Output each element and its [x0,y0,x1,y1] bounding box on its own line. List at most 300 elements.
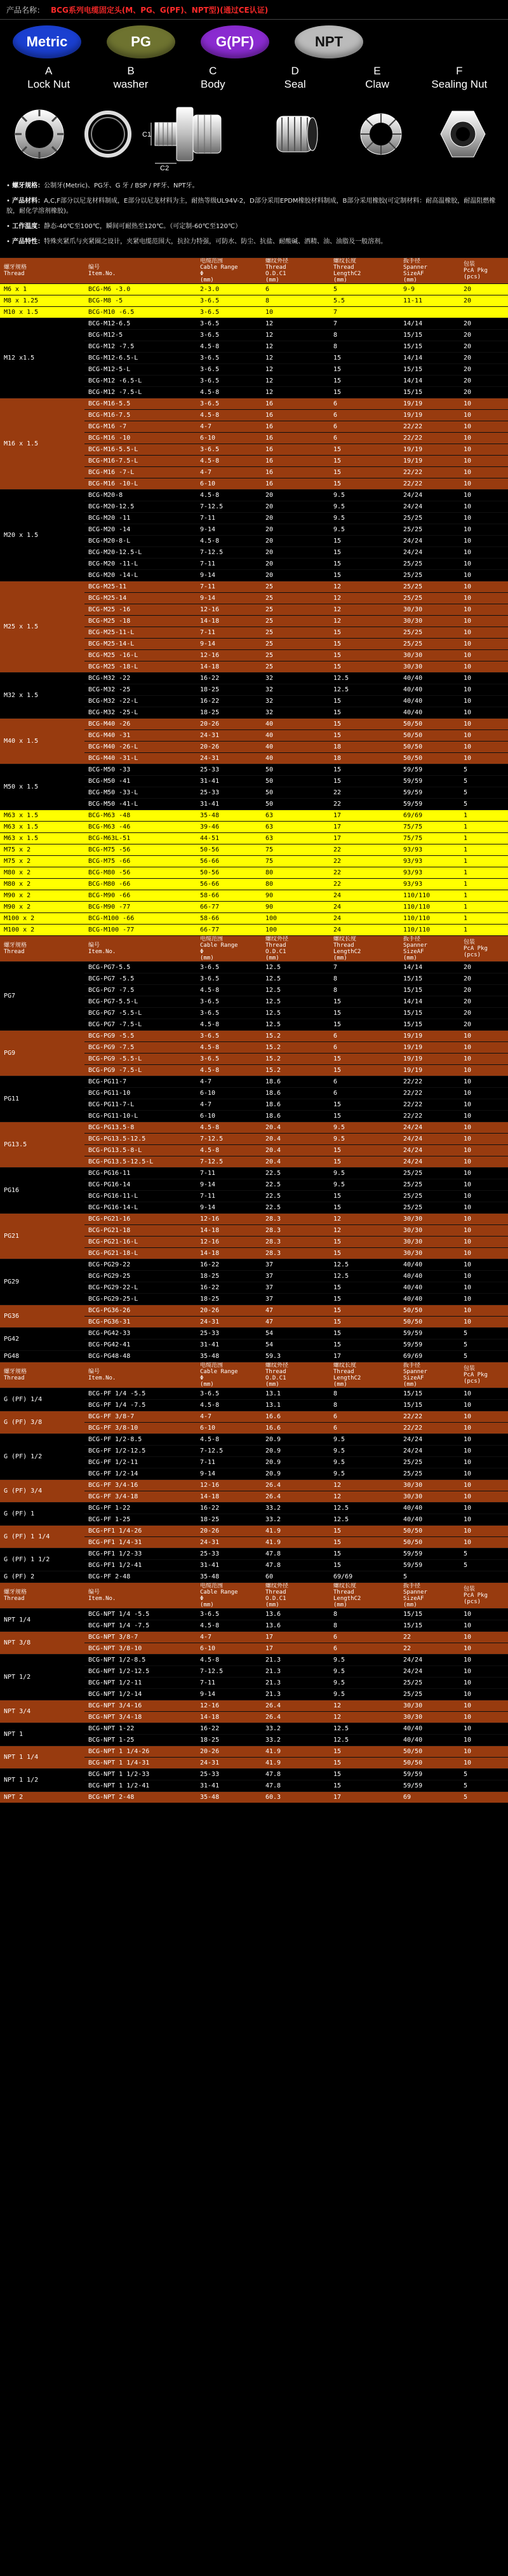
item-no-cell: BCG-PG13.5-8-L [84,1145,196,1156]
thread-od-cell: 47 [262,1317,330,1328]
thread-od-cell: 16 [262,456,330,467]
spanner-size-cell: 50/50 [399,1746,460,1758]
thread-length-cell: 8 [330,1620,399,1632]
pack-qty-cell: 10 [460,730,508,742]
thread-od-cell: 12.5 [262,996,330,1008]
thread-length-cell: 9.5 [330,1168,399,1179]
table-row [0,1571,508,1583]
cable-range-cell: 3-6.5 [196,318,262,330]
part-b-label [90,64,171,96]
table-row [0,1076,508,1088]
thread-length-cell: 12.5 [330,1259,399,1271]
table-row [0,1609,508,1620]
spanner-size-cell: 15/15 [399,1609,460,1620]
pack-qty-cell: 10 [460,616,508,627]
part-name: washer [113,78,149,90]
thread-od-cell: 22.5 [262,1179,330,1191]
cable-range-cell: 12-16 [196,650,262,661]
thread-length-cell: 9.5 [330,1179,399,1191]
thread-cell: M75 x 2 [0,844,84,856]
item-no-cell: BCG-PF 1/4 -5.5 [84,1388,196,1400]
item-no-cell: BCG-NPT 1/2-11 [84,1678,196,1689]
item-no-cell: BCG-PG11-10 [84,1088,196,1099]
thread-od-cell: 20 [262,490,330,501]
thread-od-cell: 21.3 [262,1689,330,1700]
spanner-size-cell: 40/40 [399,673,460,684]
spanner-size-cell: 30/30 [399,1480,460,1491]
table-row [0,1769,508,1780]
thread-od-cell: 50 [262,787,330,799]
table-header-row [0,1362,508,1388]
table-row [0,1746,508,1758]
spec-features: • 产品特性：特殊夹紧爪与夹紧圈之设计，夹紧电缆范围大，抗拉力特强，可防水、防尘、抗盐、耐酸碱、酒精、油、油脂及一般溶剂。 [6,238,387,245]
spanner-size-cell: 40/40 [399,1282,460,1294]
thread-length-cell: 18 [330,753,399,764]
cable-range-cell: 3-6.5 [196,973,262,985]
thread-od-cell: 75 [262,844,330,856]
pack-qty-cell: 10 [460,398,508,410]
cable-range-cell: 7-12.5 [196,1446,262,1457]
pack-qty-cell: 10 [460,456,508,467]
cable-range-cell: 4.5-8 [196,1122,262,1134]
item-no-cell: BCG-M16-5.5 [84,398,196,410]
thread-od-cell: 37 [262,1259,330,1271]
item-no-cell: BCG-M12 -7.5-L [84,387,196,398]
cable-range-cell: 7-11 [196,513,262,524]
thread-length-cell: 8 [330,1388,399,1400]
item-no-cell: BCG-M16 -7-L [84,467,196,478]
thread-od-cell: 18.6 [262,1076,330,1088]
spanner-size-header: 扳手径 Spanner SizeAF (mm) [399,936,460,962]
item-no-cell: BCG-M32 -22-L [84,696,196,707]
thread-od-cell: 12 [262,341,330,353]
pack-qty-cell: 10 [460,1042,508,1054]
thread-length-cell: 15 [330,1549,399,1560]
item-no-cell: BCG-M25-11-L [84,627,196,639]
thread-od-cell: 54 [262,1339,330,1351]
spanner-size-cell: 25/25 [399,1202,460,1214]
cable-range-cell: 24-31 [196,753,262,764]
spanner-size-cell: 93/93 [399,844,460,856]
thread-od-cell: 100 [262,913,330,925]
spec-key: 产品材料： [12,198,44,205]
thread-cell: M80 x 2 [0,879,84,890]
cable-range-cell: 20-26 [196,1746,262,1758]
pack-qty-cell: 10 [460,1700,508,1712]
item-no-cell: BCG-M20-12.5 [84,501,196,513]
thread-length-cell: 15 [330,536,399,547]
pack-qty-cell: 5 [460,764,508,776]
pack-qty-header: 包装 PcA Pkg (pcs) [460,1362,508,1388]
item-no-cell: BCG-M90 -66 [84,890,196,902]
cable-range-cell: 3-6.5 [196,444,262,456]
item-no-cell: BCG-M50 -41 [84,776,196,787]
thread-length-cell: 15 [330,627,399,639]
spanner-size-cell: 30/30 [399,661,460,673]
item-no-cell: BCG-NPT 2-48 [84,1792,196,1803]
item-no-cell: BCG-PG11-10-L [84,1111,196,1122]
pack-qty-cell: 10 [460,1145,508,1156]
c1-dimension: C1 [142,131,152,139]
table-row [0,1792,508,1803]
part-letter: C [209,65,217,77]
thread-length-cell: 15 [330,1746,399,1758]
pack-qty-cell: 10 [460,684,508,696]
thread-cell: M32 x 1.5 [0,673,84,719]
thread-length-cell: 18 [330,742,399,753]
item-no-cell: BCG-PG7 -5.5 [84,973,196,985]
thread-length-cell: 15 [330,1537,399,1549]
spanner-size-cell: 22/22 [399,421,460,433]
spanner-size-cell: 19/19 [399,456,460,467]
spanner-size-cell: 19/19 [399,398,460,410]
pack-qty-cell: 10 [460,639,508,650]
cable-range-cell: 16-22 [196,1259,262,1271]
item-no-cell: BCG-PG7-5.5-L [84,996,196,1008]
item-no-cell: BCG-NPT 1/2-12.5 [84,1666,196,1678]
table-row [0,879,508,890]
item-no-cell: BCG-PG7 -5.5-L [84,1008,196,1019]
cable-range-cell: 31-41 [196,1560,262,1571]
thread-od-cell: 12.5 [262,985,330,996]
table-row [0,1434,508,1446]
pack-qty-cell: 10 [460,1076,508,1088]
thread-od-cell: 37 [262,1282,330,1294]
thread-cell: PG13.5 [0,1122,84,1168]
thread-od-cell: 33.2 [262,1723,330,1735]
item-no-cell: BCG-PG29-22-L [84,1282,196,1294]
pack-qty-cell: 20 [460,973,508,985]
spanner-size-cell: 59/59 [399,787,460,799]
table-row [0,673,508,684]
pack-qty-cell: 10 [460,1514,508,1526]
cable-range-cell: 66-77 [196,902,262,913]
cable-range-cell: 58-66 [196,913,262,925]
thread-length-cell: 17 [330,1351,399,1362]
thread-header: 螺牙规格 Thread [0,1583,84,1609]
cable-range-cell: 9-14 [196,570,262,581]
pack-qty-cell: 10 [460,513,508,524]
thread-od-cell: 63 [262,810,330,822]
cable-range-cell: 7-11 [196,627,262,639]
spanner-size-cell: 19/19 [399,1042,460,1054]
thread-length-cell: 15 [330,1248,399,1259]
thread-length-header: 螺纹长度 Thread LengthC2 (mm) [330,258,399,284]
spanner-size-cell: 30/30 [399,1214,460,1225]
thread-od-cell: 28.3 [262,1225,330,1237]
pack-qty-cell: 10 [460,524,508,536]
cable-range-cell: 35-48 [196,1792,262,1803]
cable-range-cell: 39-46 [196,822,262,833]
spanner-size-cell: 110/110 [399,890,460,902]
cable-range-cell: 16-22 [196,1503,262,1514]
thread-od-cell: 20.4 [262,1122,330,1134]
thread-od-cell: 90 [262,890,330,902]
spanner-size-cell: 59/59 [399,764,460,776]
thread-od-cell: 16 [262,444,330,456]
thread-length-cell: 15 [330,559,399,570]
thread-length-cell: 15 [330,776,399,787]
item-no-cell: BCG-M6 -3.0 [84,284,196,295]
thread-length-cell: 8 [330,973,399,985]
pack-qty-cell: 10 [460,570,508,581]
thread-cell: NPT 1/4 [0,1609,84,1632]
item-no-header: 编号 Item.No. [84,936,196,962]
spanner-size-cell: 24/24 [399,1145,460,1156]
thread-length-cell: 15 [330,661,399,673]
table-row [0,1723,508,1735]
spanner-size-cell: 50/50 [399,742,460,753]
cable-range-cell: 3-6.5 [196,1054,262,1065]
thread-length-cell: 22 [330,879,399,890]
cable-range-cell: 6-10 [196,433,262,444]
pack-qty-cell: 10 [460,1099,508,1111]
spanner-size-cell: 14/14 [399,996,460,1008]
pack-qty-cell: 10 [460,1259,508,1271]
table-row [0,962,508,973]
item-no-cell: BCG-NPT 1/2-8.5 [84,1655,196,1666]
cable-range-cell: 14-18 [196,1248,262,1259]
spanner-size-cell: 22 [399,1632,460,1643]
thread-od-cell: 47.8 [262,1560,330,1571]
cable-range-cell: 3-6.5 [196,364,262,376]
pack-qty-cell: 10 [460,467,508,478]
spanner-size-cell: 25/25 [399,1468,460,1480]
thread-od-cell: 16 [262,478,330,490]
item-no-cell: BCG-PG11-7-L [84,1099,196,1111]
thread-od-cell: 50 [262,776,330,787]
thread-cell: M10 x 1.5 [0,307,84,318]
cable-range-cell: 12-16 [196,1480,262,1491]
thread-length-cell: 9.5 [330,1468,399,1480]
pack-qty-cell: 20 [460,996,508,1008]
spanner-size-cell: 24/24 [399,547,460,559]
item-no-cell: BCG-PF1 1/4-26 [84,1526,196,1537]
table-row [0,856,508,867]
thread-od-cell: 16 [262,398,330,410]
spanner-size-cell: 50/50 [399,1537,460,1549]
spanner-size-cell: 24/24 [399,490,460,501]
thread-header: 螺牙规格 Thread [0,258,84,284]
pack-qty-header: 包装 PcA Pkg (pcs) [460,936,508,962]
cable-range-cell: 7-11 [196,581,262,593]
item-no-cell: BCG-M16-7.5-L [84,456,196,467]
cable-range-cell: 25-33 [196,1328,262,1339]
table-row [0,307,508,318]
thread-length-cell: 22 [330,844,399,856]
thread-length-header: 螺纹长度 Thread LengthC2 (mm) [330,1583,399,1609]
thread-cell: NPT 1 1/4 [0,1746,84,1769]
item-no-cell: BCG-PF 1/4 -7.5 [84,1400,196,1411]
cable-range-cell: 3-6.5 [196,353,262,364]
cable-range-cell: 31-41 [196,799,262,810]
spanner-size-cell: 25/25 [399,627,460,639]
thread-od-cell: 47.8 [262,1780,330,1792]
component-drawing [0,96,508,172]
thread-cell: M6 x 1 [0,284,84,295]
cable-range-cell: 4.5-8 [196,1145,262,1156]
pack-qty-cell: 5 [460,799,508,810]
thread-length-cell: 12.5 [330,1723,399,1735]
item-no-cell: BCG-M25 -18 [84,616,196,627]
cable-range-cell: 66-77 [196,925,262,936]
cable-range-cell: 6-10 [196,1423,262,1434]
thread-od-cell: 20 [262,559,330,570]
thread-length-cell: 12 [330,1214,399,1225]
thread-od-cell: 40 [262,719,330,730]
thread-length-cell: 6 [330,1632,399,1643]
thread-od-cell: 17 [262,1632,330,1643]
spanner-size-cell: 69/69 [399,810,460,822]
thread-od-cell: 20.4 [262,1134,330,1145]
thread-length-cell: 12.5 [330,1514,399,1526]
item-no-cell: BCG-PF 1-22 [84,1503,196,1514]
thread-od-cell: 25 [262,604,330,616]
item-no-cell: BCG-PG48-48 [84,1351,196,1362]
spec-key: 工作温度： [12,223,44,230]
cable-range-cell: 4.5-8 [196,536,262,547]
item-no-cell: BCG-M20 -14-L [84,570,196,581]
thread-od-cell: 20 [262,513,330,524]
item-no-cell: BCG-M63 -48 [84,810,196,822]
thread-od-cell: 40 [262,730,330,742]
cable-range-cell: 7-12.5 [196,1156,262,1168]
table-row [0,1411,508,1423]
thread-length-cell: 17 [330,822,399,833]
pack-qty-cell: 10 [460,1423,508,1434]
pack-qty-cell: 10 [460,719,508,730]
item-no-cell: BCG-NPT 1 1/4-31 [84,1758,196,1769]
cable-range-header: 电缆范围 Cable Range Φ (mm) [196,936,262,962]
pack-qty-cell: 1 [460,925,508,936]
cable-range-cell: 4-7 [196,467,262,478]
item-no-cell: BCG-PG29-25-L [84,1294,196,1305]
item-no-cell: BCG-M25-14 [84,593,196,604]
thread-cell: G (PF) 2 [0,1571,84,1583]
spanner-size-cell: 5 [399,1571,460,1583]
spanner-size-cell: 25/25 [399,1168,460,1179]
thread-cell: M20 x 1.5 [0,490,84,581]
pack-qty-cell: 10 [460,433,508,444]
thread-od-cell: 50 [262,799,330,810]
thread-length-cell: 9.5 [330,524,399,536]
pack-qty-cell: 10 [460,1678,508,1689]
cable-range-cell: 7-11 [196,559,262,570]
thread-length-header: 螺纹长度 Thread LengthC2 (mm) [330,936,399,962]
spanner-size-cell [399,307,460,318]
thread-length-cell: 12.5 [330,673,399,684]
thread-od-cell: 12 [262,364,330,376]
spanner-size-header: 扳手径 Spanner SizeAF (mm) [399,1362,460,1388]
item-no-cell: BCG-NPT 1-25 [84,1735,196,1746]
thread-length-cell: 8 [330,341,399,353]
pack-qty-cell: 10 [460,1122,508,1134]
spanner-size-cell: 22/22 [399,1088,460,1099]
spanner-size-cell: 110/110 [399,902,460,913]
thread-od-header: 螺纹外径 Thread O.D.C1 (mm) [262,936,330,962]
thread-length-cell: 15 [330,1156,399,1168]
pack-qty-cell: 10 [460,1282,508,1294]
thread-length-cell: 6 [330,410,399,421]
item-no-cell: BCG-M12-6.5-L [84,353,196,364]
thread-length-cell: 15 [330,1560,399,1571]
thread-od-cell: 21.3 [262,1678,330,1689]
spanner-size-cell: 40/40 [399,707,460,719]
item-no-cell: BCG-PG21-18-L [84,1248,196,1259]
thread-length-cell: 9.5 [330,1134,399,1145]
spanner-size-cell: 59/59 [399,1769,460,1780]
sealing-nut-drawing [441,111,485,157]
spanner-size-cell: 25/25 [399,570,460,581]
thread-od-cell: 41.9 [262,1537,330,1549]
cable-range-cell: 12-16 [196,1214,262,1225]
item-no-cell: BCG-M25-14-L [84,639,196,650]
thread-od-cell: 32 [262,707,330,719]
thread-od-cell: 20 [262,570,330,581]
table-header-row [0,936,508,962]
thread-length-cell: 15 [330,444,399,456]
thread-cell: PG11 [0,1076,84,1122]
thread-length-cell: 15 [330,547,399,559]
spanner-size-cell: 50/50 [399,1317,460,1328]
pack-qty-cell: 5 [460,1351,508,1362]
thread-cell: M16 x 1.5 [0,398,84,490]
thread-length-cell: 6 [330,433,399,444]
part-name: Sealing Nut [431,78,488,90]
spanner-size-cell: 25/25 [399,1678,460,1689]
item-no-cell: BCG-NPT 3/8-7 [84,1632,196,1643]
thread-od-cell: 16 [262,433,330,444]
spanner-size-cell: 50/50 [399,1758,460,1769]
spanner-size-header: 扳手径 Spanner SizeAF (mm) [399,258,460,284]
pack-qty-cell: 10 [460,1468,508,1480]
part-name: Seal [284,78,306,90]
item-no-cell: BCG-NPT 1/4 -5.5 [84,1609,196,1620]
thread-od-cell: 17 [262,1643,330,1655]
thread-length-cell: 12.5 [330,1735,399,1746]
cable-range-cell: 25-33 [196,764,262,776]
spanner-size-cell: 59/59 [399,1549,460,1560]
item-no-cell: BCG-PG42-41 [84,1339,196,1351]
thread-od-cell: 18.6 [262,1111,330,1122]
cable-range-cell: 9-14 [196,1689,262,1700]
spanner-size-cell: 24/24 [399,1446,460,1457]
spanner-size-cell: 15/15 [399,1019,460,1031]
spanner-size-cell: 40/40 [399,1514,460,1526]
spec-thread: • 螺牙规格：公制牙(Metric)、PG牙、G 牙 / BSP / PF牙、NPT牙。 [6,182,199,189]
item-no-cell: BCG-NPT 1 1/4-26 [84,1746,196,1758]
spanner-size-cell: 9-9 [399,284,460,295]
item-no-header: 编号 Item.No. [84,1362,196,1388]
spanner-size-cell: 40/40 [399,1294,460,1305]
thread-length-cell: 15 [330,387,399,398]
spanner-size-cell: 22/22 [399,1111,460,1122]
pack-qty-cell: 20 [460,295,508,307]
cable-range-cell: 4-7 [196,421,262,433]
spanner-size-cell: 40/40 [399,1735,460,1746]
thread-od-cell: 13.1 [262,1400,330,1411]
thread-od-cell: 12.5 [262,1008,330,1019]
thread-length-cell: 17 [330,833,399,844]
table-row [0,719,508,730]
thread-length-cell: 9.5 [330,1434,399,1446]
thread-od-cell: 12 [262,387,330,398]
cable-range-cell: 20-26 [196,1526,262,1537]
thread-od-cell: 40 [262,753,330,764]
pack-qty-cell: 1 [460,810,508,822]
cable-range-cell: 3-6.5 [196,962,262,973]
thread-od-cell: 32 [262,684,330,696]
